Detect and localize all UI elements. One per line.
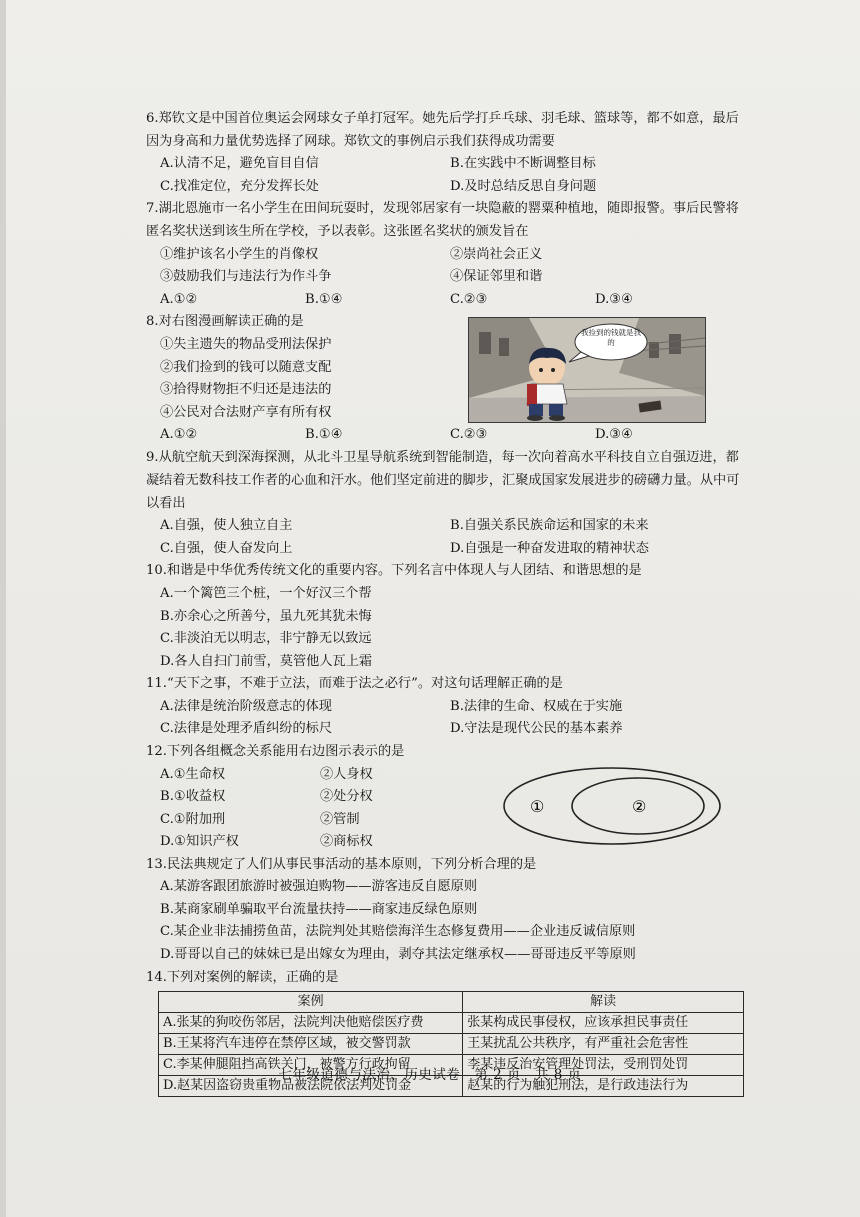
question-11-stem: 11.“天下之事，不难于立法，而难于法之必行”。对这句话理解正确的是 <box>146 676 563 692</box>
q6-option-a: A.认清不足，避免盲目自信 <box>160 156 319 172</box>
q8-item-1: ①失主遗失的物品受刑法保护 <box>160 336 332 352</box>
q10-option-c: C.非淡泊无以明志，非宁静无以致远 <box>160 631 372 647</box>
table-cell-interpretation: 王某扰乱公共秩序，有严重社会危害性 <box>463 1034 744 1055</box>
comic-boy-illustration <box>469 318 705 422</box>
table-cell-case: B.王某将汽车违停在禁停区域，被交警罚款 <box>159 1034 463 1055</box>
q9-option-b: B.自强关系民族命运和国家的未来 <box>450 518 649 534</box>
table-cell-case: C.李某伸腿阻挡高铁关门，被警方行政拘留 <box>159 1055 463 1076</box>
q7-option-c: C.②③ <box>450 291 488 307</box>
question-10 <box>146 560 740 673</box>
question-12-stem: 12.下列各组概念关系能用右边图示表示的是 <box>146 744 405 760</box>
q7-item-3: ③鼓励我们与违法行为作斗争 <box>160 269 332 285</box>
table-cell-interpretation: 张某构成民事侵权，应该承担民事责任 <box>463 1013 744 1034</box>
table-cell-case: A.张某的狗咬伤邻居，法院判决他赔偿医疗费 <box>159 1013 463 1034</box>
q12-option-c-1: C.①附加刑 <box>160 811 226 827</box>
q13-option-b: B.某商家刷单骗取平台流量扶持——商家违反绿色原则 <box>160 901 478 917</box>
venn-inner-label: ② <box>632 796 647 816</box>
q8-option-a: A.①② <box>160 427 198 443</box>
scan-edge <box>0 0 6 1217</box>
question-12 <box>146 741 740 854</box>
q7-option-d: D.③④ <box>595 291 633 307</box>
table-header-case: 案例 <box>159 992 463 1013</box>
q12-option-c-2: ②管制 <box>320 811 360 827</box>
q12-option-d-2: ②商标权 <box>320 834 373 850</box>
q8-item-4: ④公民对合法财产享有所有权 <box>160 404 332 420</box>
q8-option-d: D.③④ <box>595 427 633 443</box>
page-footer: 七年级道德与法治、历史试卷 第 2 页 共 8 页 <box>278 1067 582 1083</box>
table-header-row <box>159 992 744 1013</box>
table-row <box>159 1013 744 1034</box>
comic-speech-bubble: 我捡到的钱就是我的 <box>581 328 641 348</box>
question-7-stem: 7.湖北恩施市一名小学生在田间玩耍时，发现邻居家有一块隐蔽的罂粟种植地，随即报警。事后民警将匿名奖状送到该生所在学校，予以表彰。这张匿名奖状的颁发旨在 <box>146 201 739 239</box>
q6-option-d: D.及时总结反思自身问题 <box>450 178 597 194</box>
q11-option-a: A.法律是统治阶级意志的体现 <box>160 698 332 714</box>
table-header-interpretation: 解读 <box>463 992 744 1013</box>
q7-item-1: ①维护该名小学生的肖像权 <box>160 246 319 262</box>
q12-option-b-2: ②处分权 <box>320 789 373 805</box>
question-9-stem: 9.从航空航天到深海探测，从北斗卫星导航系统到智能制造，每一次向着高水平科技自立自强迈进，都凝结着无数科技工作者的心血和汗水。他们坚定前进的脚步，汇聚成国家发展进步的磅礴力量。从中可以看出 <box>146 450 740 511</box>
question-13-stem: 13.民法典规定了人们从事民事活动的基本原则，下列分析合理的是 <box>146 856 537 872</box>
q13-option-a: A.某游客跟团旅游时被强迫购物——游客违反自愿原则 <box>160 879 478 895</box>
q11-option-d: D.守法是现代公民的基本素养 <box>450 721 623 737</box>
q7-item-4: ④保证邻里和谐 <box>450 269 543 285</box>
question-10-stem: 10.和谐是中华优秀传统文化的重要内容。下列名言中体现人与人团结、和谐思想的是 <box>146 563 642 579</box>
q6-option-c: C.找准定位，充分发挥长处 <box>160 178 319 194</box>
q10-option-d: D.各人自扫门前雪，莫管他人瓦上霜 <box>160 653 373 669</box>
q13-option-c: C.某企业非法捕捞鱼苗，法院判处其赔偿海洋生态修复费用——企业违反诚信原则 <box>160 924 636 940</box>
table-cell-interpretation: 李某违反治安管理处罚法，受刑罚处罚 <box>463 1055 744 1076</box>
question-11 <box>146 673 740 741</box>
q12-option-b-1: B.①收益权 <box>160 789 226 805</box>
q7-option-a: A.①② <box>160 291 198 307</box>
q10-option-a: A.一个篱笆三个桩，一个好汉三个帮 <box>160 585 372 601</box>
question-7 <box>146 198 740 311</box>
q12-option-a-2: ②人身权 <box>320 766 373 782</box>
question-6-stem: 6.郑钦文是中国首位奥运会网球女子单打冠军。她先后学打乒乓球、羽毛球、篮球等，都不如意，最后因为身高和力量优势选择了网球。郑钦文的事例启示我们获得成功需要 <box>146 111 739 149</box>
q8-option-b: B.①④ <box>305 427 343 443</box>
q8-item-3: ③拾得财物拒不归还是违法的 <box>160 382 332 398</box>
table-cell-interpretation: 赵某的行为触犯刑法，是行政违法行为 <box>463 1076 744 1097</box>
q10-option-b: B.亦余心之所善兮，虽九死其犹未悔 <box>160 608 372 624</box>
q12-option-a-1: A.①生命权 <box>160 766 226 782</box>
table-cell-case: D.赵某因盗窃贵重物品被法院依法判处罚金 <box>159 1076 463 1097</box>
q6-option-b: B.在实践中不断调整目标 <box>450 156 596 172</box>
table-row <box>159 1034 744 1055</box>
q9-option-a: A.自强，使人独立自主 <box>160 518 293 534</box>
question-14-stem: 14.下列对案例的解读，正确的是 <box>146 969 339 985</box>
q12-option-d-1: D.①知识产权 <box>160 834 239 850</box>
q7-item-2: ②崇尚社会正义 <box>450 246 543 262</box>
q8-item-2: ②我们捡到的钱可以随意支配 <box>160 359 332 375</box>
q8-option-c: C.②③ <box>450 427 488 443</box>
q13-option-d: D.哥哥以自己的妹妹已是出嫁女为理由，剥夺其法定继承权——哥哥违反平等原则 <box>160 947 636 963</box>
q9-option-d: D.自强是一种奋发进取的精神状态 <box>450 540 649 556</box>
question-6 <box>146 108 740 198</box>
q11-option-c: C.法律是处理矛盾纠纷的标尺 <box>160 721 333 737</box>
question-area <box>146 108 740 1097</box>
question-13 <box>146 854 740 967</box>
question-8-stem: 8.对右图漫画解读正确的是 <box>146 314 304 330</box>
venn-outer-label: ① <box>530 796 545 816</box>
q9-option-c: C.自强，使人奋发向上 <box>160 540 293 556</box>
venn-diagram <box>500 764 740 848</box>
question-9 <box>146 447 740 560</box>
question-8 <box>146 311 740 447</box>
q7-option-b: B.①④ <box>305 291 343 307</box>
q11-option-b: B.法律的生命、权威在于实施 <box>450 698 623 714</box>
comic-illustration <box>468 317 706 423</box>
